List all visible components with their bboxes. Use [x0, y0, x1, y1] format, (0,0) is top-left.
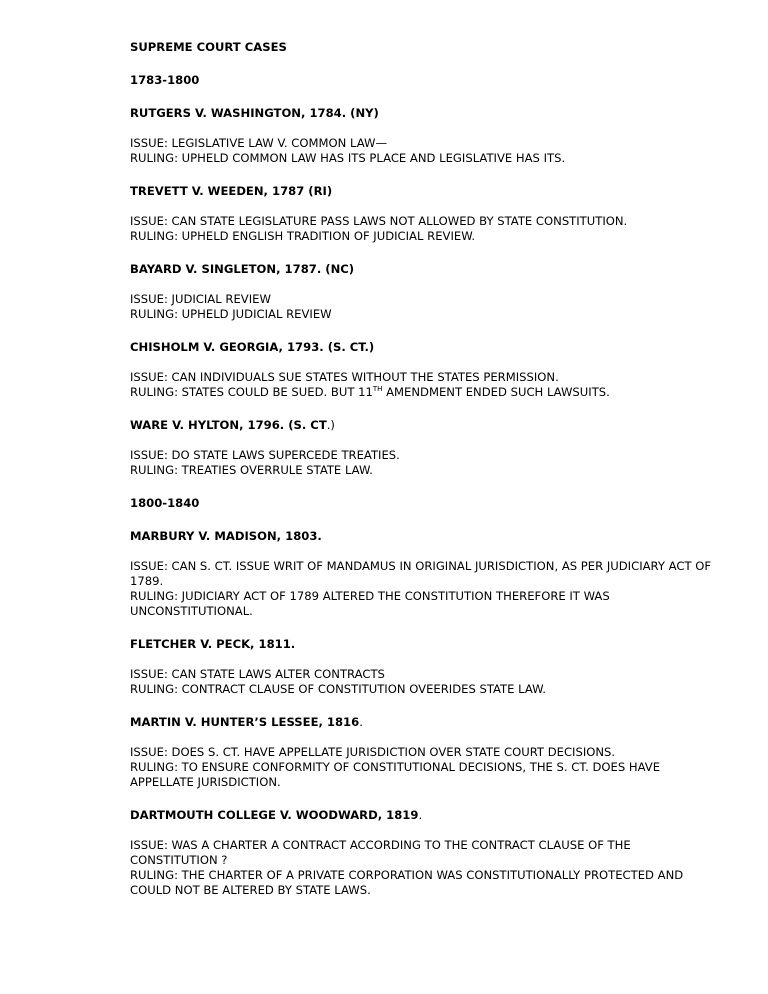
case-ruling: RULING: THE CHARTER OF A PRIVATE CORPORATION WAS CONSTITUTIONALLY PROTECTED AND COULD NOT BE ALTERED BY STATE LAWS.: [130, 868, 684, 897]
case-martin-v-hunters-lessee: [130, 715, 720, 790]
case-ruling: RULING: JUDICIARY ACT OF 1789 ALTERED THE CONSTITUTION THEREFORE IT WAS UNCONSTITUTIONAL.: [130, 589, 610, 618]
case-ruling-part: AMENDMENT ENDED SUCH LAWSUITS.: [382, 385, 610, 399]
case-issue: ISSUE: WAS A CHARTER A CONTRACT ACCORDING TO THE CONTRACT CLAUSE OF THE CONSTITUTION ?: [130, 838, 631, 867]
document-page: [130, 40, 720, 916]
case-issue: ISSUE: CAN STATE LEGISLATURE PASS LAWS NOT ALLOWED BY STATE CONSTITUTION.: [130, 214, 628, 228]
case-ware-v-hylton: [130, 418, 720, 478]
case-title: [130, 808, 720, 823]
case-ruling: RULING: TREATIES OVERRULE STATE LAW.: [130, 463, 373, 477]
case-title-bold: WARE V. HYLTON, 1796. (S. CT: [130, 418, 327, 432]
case-rutgers-v-washington: [130, 106, 720, 166]
case-chisholm-v-georgia: [130, 340, 720, 400]
case-title: FLETCHER V. PECK, 1811.: [130, 637, 296, 651]
case-issue: ISSUE: LEGISLATIVE LAW V. COMMON LAW—: [130, 136, 388, 150]
case-trevett-v-weeden: [130, 184, 720, 244]
case-issue: ISSUE: JUDICIAL REVIEW: [130, 292, 271, 306]
case-ruling: RULING: UPHELD ENGLISH TRADITION OF JUDICIAL REVIEW.: [130, 229, 476, 243]
case-title: [130, 418, 720, 433]
case-title-plain: .: [359, 715, 363, 729]
case-title: [130, 715, 720, 730]
case-title: BAYARD V. SINGLETON, 1787. (NC): [130, 262, 355, 276]
case-issue: ISSUE: DO STATE LAWS SUPERCEDE TREATIES.: [130, 448, 400, 462]
case-issue: ISSUE: DOES S. CT. HAVE APPELLATE JURISDICTION OVER STATE COURT DECISIONS.: [130, 745, 616, 759]
case-ruling: [130, 385, 720, 400]
case-title-plain: .: [418, 808, 423, 822]
case-ruling: RULING: UPHELD COMMON LAW HAS ITS PLACE AND LEGISLATIVE HAS ITS.: [130, 151, 566, 165]
case-ruling: RULING: UPHELD JUDICIAL REVIEW: [130, 307, 332, 321]
case-ruling-part: RULING: STATES COULD BE SUED. BUT 11: [130, 385, 373, 399]
case-issue: ISSUE: CAN INDIVIDUALS SUE STATES WITHOUT THE STATES PERMISSION.: [130, 370, 559, 384]
case-title: CHISHOLM V. GEORGIA, 1793. (S. CT.): [130, 340, 375, 354]
document-title: SUPREME COURT CASES: [130, 40, 287, 54]
period-heading-1800-1840: 1800-1840: [130, 496, 200, 510]
case-issue: ISSUE: CAN STATE LAWS ALTER CONTRACTS: [130, 667, 385, 681]
case-bayard-v-singleton: [130, 262, 720, 322]
case-issue: ISSUE: CAN S. CT. ISSUE WRIT OF MANDAMUS IN ORIGINAL JURISDICTION, AS PER JUDICIARY ACT OF 1789.: [130, 559, 712, 588]
case-ruling: RULING: CONTRACT CLAUSE OF CONSTITUTION OVEERIDES STATE LAW.: [130, 682, 546, 696]
case-title: MARBURY V. MADISON, 1803.: [130, 529, 322, 543]
case-marbury-v-madison: [130, 529, 720, 619]
case-dartmouth-college-v-woodward: [130, 808, 720, 898]
case-title-plain: .): [326, 418, 335, 432]
case-title: TREVETT V. WEEDEN, 1787 (RI): [130, 184, 333, 198]
ordinal-suffix: TH: [372, 385, 383, 393]
case-title-bold: MARTIN V. HUNTER’S LESSEE, 1816: [130, 715, 360, 729]
case-fletcher-v-peck: [130, 637, 720, 697]
period-heading-1783-1800: 1783-1800: [130, 73, 200, 87]
case-ruling: RULING: TO ENSURE CONFORMITY OF CONSTITUTIONAL DECISIONS, THE S. CT. DOES HAVE APPELLATE JURISDICTION.: [130, 760, 661, 789]
case-title: RUTGERS V. WASHINGTON, 1784. (NY): [130, 106, 379, 120]
case-title-bold: DARTMOUTH COLLEGE V. WOODWARD, 1819: [130, 808, 419, 822]
